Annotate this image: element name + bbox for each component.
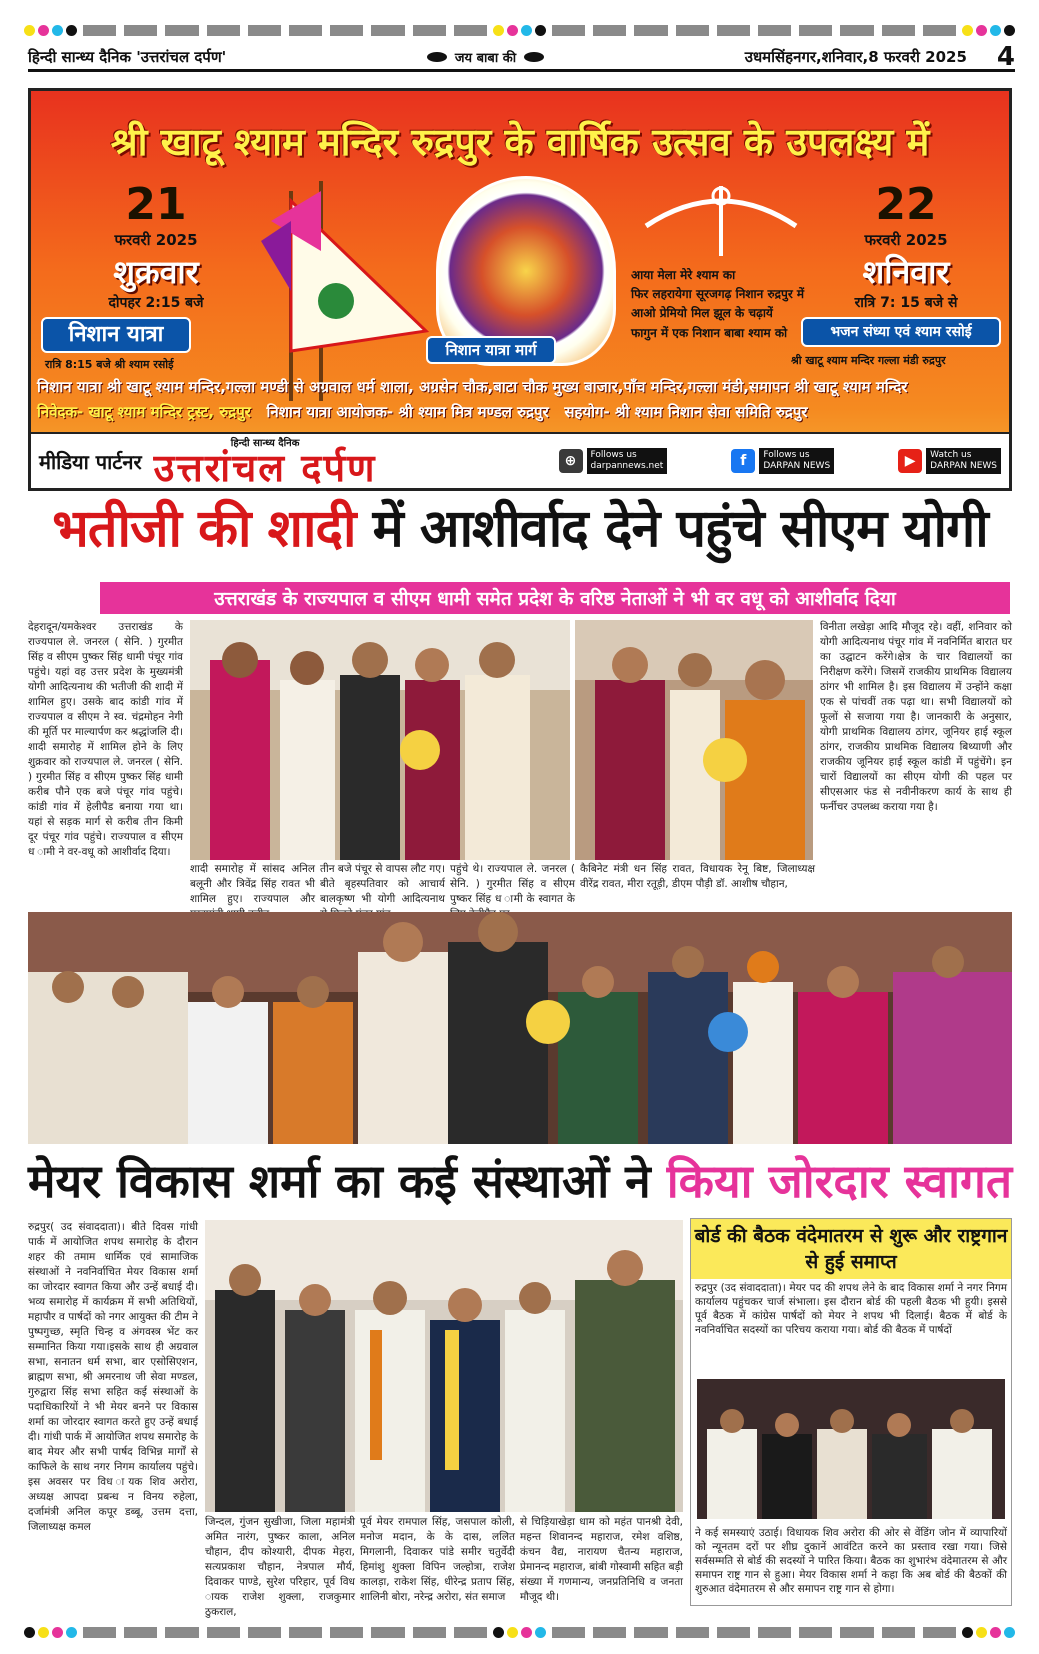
- sidebox-intro: रुद्रपुर (उद संवाददाता)। मेयर पद की शपथ लेने के बाद विकास शर्मा ने नगर निगम कार्यालय पहुंचकर चार्ज संभाला। इस दौरान बोर्ड की पहली बैठक भी हुयी। इससे पूर्व बैठक में कांग्रेस पार्षदों को मेयर ने शपथ भी दिलाई। बैठक में बोर्ड के नवनिर्वाचित सदस्यों का परिचय कराया गया। बोर्ड की बैठक में पार्षदों: [695, 1282, 1007, 1336]
- ad-title: श्री खाटू श्याम मन्दिर रुद्रपुर के वार्षिक उत्सव के उपलक्ष्य में: [110, 120, 930, 164]
- social-text: Follows us DARPAN NEWS: [759, 448, 834, 474]
- ad-media-partner-bar: [31, 432, 1009, 488]
- bow-arrow-icon: [641, 186, 801, 256]
- ad-credits: [37, 402, 1007, 422]
- story2-column-3: पूर्व मेयर रामपाल सिंह, जसपाल कोली, मनोज मदान, के के दास, ललित मिगलानी, दिवाकर पांडे समीर चतुर्वेदी हिमांशु शुक्ला विपिन जल्होत्रा, राजेश कालड़ा, राकेश सिंह, धीरेन्द्र प्रताप सिंह, शालिनी बोरा, नरेन्द्र अरोरा, संत समाज: [360, 1516, 515, 1603]
- story2-column-4: से चिड़ियाखेड़ा धाम को महंत पानश्री देवी, महन्त शिवानन्द महाराज, रमेश वशिष्ठ, कंचन वैद्य, नारायण चैतन्य महाराज, प्रेमानन्द महाराज, बांबी गोस्वामी सहित बड़ी संख्या में गणमान्य, जनप्रतिनिधि व जनता मौजूद थी।: [520, 1516, 683, 1603]
- page-number: 4: [996, 41, 1015, 72]
- ad-sahyog: सहयोग- श्री श्याम निशान सेवा समिति रुद्रपुर: [564, 403, 808, 421]
- ad-left-date: [71, 179, 241, 312]
- ad-right-date: [821, 179, 991, 312]
- folio-center-text: जय बाबा की: [454, 50, 517, 66]
- wedding-photo-2: [575, 620, 813, 860]
- wedding-photo-1: [190, 620, 570, 860]
- sidebox-headline: बोर्ड की बैठक वंदेमातरम से शुरू और राष्ट्रगान से हुई समाप्त: [691, 1219, 1011, 1279]
- ad-bhajan-sandhya-pill: भजन संध्या एवं श्याम रसोई: [801, 317, 1001, 347]
- folio-center: [427, 48, 544, 66]
- ad-route-pill: निशान यात्रा मार्ग: [426, 336, 556, 364]
- ad-right-date-number: 22: [875, 179, 937, 230]
- ornament-icon: [524, 52, 544, 62]
- social-website: [559, 448, 668, 474]
- story1-column-3: तीन बजे पंचूर से वापस लौट गए। बीते बृहस्पतिवार को आचार्य बालकृष्ण भी योगी आदित्यनाथ: [320, 863, 445, 905]
- ad-bhajan-line: आओ प्रेमियो मिल झूल के चढ़ायें: [631, 306, 773, 321]
- paper-name: हिन्दी सान्ध्य दैनिक 'उत्तरांचल दर्पण': [28, 47, 227, 66]
- temple-festival-advertisement: [28, 88, 1012, 491]
- dateline: उधमसिंहनगर,शनिवार,8 फरवरी 2025: [744, 47, 967, 66]
- facebook-icon: f: [731, 449, 755, 473]
- paper-logo-name: उत्तरांचल दर्पण: [153, 446, 377, 490]
- ad-right-date-time: रात्रि 7: 15 बजे से: [854, 295, 958, 311]
- story2-headline: [28, 1150, 1012, 1212]
- ad-left-note: रात्रि 8:15 बजे श्री श्याम रसोई: [45, 358, 174, 371]
- ad-nivedak: निवेदक- खाटू श्याम मन्दिर ट्रस्ट, रुद्रपुर: [37, 403, 251, 421]
- social-facebook: [731, 448, 834, 474]
- ornament-icon: [427, 52, 447, 62]
- story1-column-4: पहुंचे थे। राज्यपाल ले. जनरल ( सेनि. ) गुरमीत सिंह व सीएम पुष्कर सिंह ध ामी के स्वागत के: [450, 863, 575, 905]
- story1-column-2: शादी समारोह में सांसद अनिल बलूनी और त्रिवेंद्र सिंह रावत भी शामिल हुए। राज्यपाल और: [190, 863, 315, 905]
- paper-logo: [153, 435, 377, 490]
- story2-headline-pink: किया जोरदार स्वागत: [666, 1154, 1013, 1208]
- bottom-register-strip: [24, 1624, 1015, 1640]
- paper-logo-tagline: हिन्दी सान्ध्य दैनिक: [230, 438, 300, 449]
- social-text: Follows us darpannews.net: [587, 448, 668, 474]
- ad-nishan-yatra-pill: निशान यात्रा: [41, 317, 191, 353]
- ad-right-date-month: फरवरी 2025: [864, 231, 948, 249]
- ad-ayojak: निशान यात्रा आयोजक- श्री श्याम मित्र मण्डल रुद्रपुर: [266, 403, 549, 421]
- story1-column-6: विनीता लखेड़ा आदि मौजूद रहे। वहीं, शनिवार को योगी आदित्यनाथ पंचूर गांव में नवनिर्मित बारात घर का उद्घाटन करेंगे।क्षेत्र के चार विद्यालयों का निरीक्षण करेंगे। जिसमें राजकीय प्राथमिक विद्यालय ठांगर भी शामिल है। इस विद्यालय में उन्होंने कक्षा एक से पांचवीं तक पढ़ा था। सभी विद्यालयों को फूलों से सजाया गया है। जानकारी के अनुसार, योगी प्राथमिक विद्यालय ठांगर, जूनियर हाई स्कूल ठांगर, राजकीय प्राथमिक विद्यालय बिथ्याणी और राजकीय जूनियर हाई स्कूल कांडी में पहुंचेंगे। इन चारों विद्यालयों का सीएम योगी की पहल पर सीएसआर फंड से नवीनीकरण कार्य के साथ ही फर्नीचर उपलब्ध कराया गया है।: [820, 621, 1012, 813]
- ad-bhajan-line: फिर लहरायेगा सूरजगढ़ निशान रुद्रपुर में: [631, 287, 805, 302]
- ad-bhajan-line: आया मेला मेरे श्याम का: [631, 268, 736, 282]
- story2-headline-black: मेयर विकास शर्मा का कई संस्थाओं ने: [28, 1154, 667, 1208]
- ad-left-date-day: शुक्रवार: [113, 253, 199, 291]
- mayer-group-photo: [205, 1220, 683, 1512]
- ad-bhajan-lines: [631, 266, 811, 343]
- social-youtube: [898, 448, 1001, 474]
- story1-subhead: उत्तराखंड के राज्यपाल व सीएम धामी समेत प्रदेश के वरिष्ठ नेताओं ने भी वर वधू को आशीर्वाद दिया: [100, 582, 1010, 614]
- page-folio: [28, 41, 1015, 72]
- board-meeting-sidebox: [690, 1218, 1012, 1606]
- story2-column-2: जिन्दल, गुंजन सुखीजा, जिला महामंत्री अमित नारंग, पुष्कर काला, अनिल चौहान, दीप कोश्यारी, दीपक मेहरा, सत्यप्रकाश चौहान, नेत्रपाल मौर्य, दिवाकर पाण्डे, सुरेश परिहार, पूर्व विध ायक राजेश शुक्ला, राजकुमार ठुकराल,: [205, 1516, 355, 1618]
- story1-headline-black: में आशीर्वाद देने पहुंचे सीएम योगी: [355, 499, 988, 559]
- ad-right-date-day: शनिवार: [862, 253, 950, 291]
- globe-icon: ⊕: [559, 449, 583, 473]
- ad-left-date-number: 21: [125, 179, 187, 230]
- top-register-strip: [24, 22, 1015, 38]
- board-meeting-photo: [697, 1379, 1005, 1519]
- media-partner-label: मीडिया पार्टनर: [39, 449, 142, 474]
- story1-headline: [28, 497, 1012, 561]
- youtube-icon: ▶: [898, 449, 922, 473]
- ad-bhajan-line: फागुन में एक निशान बाबा श्याम को: [631, 325, 788, 340]
- story1-column-1: देहरादून/यमकेश्वर उत्तराखंड के राज्यपाल ले. जनरल ( सेनि. ) गुरमीत सिंह व सीएम पुष्कर सिंह धामी पंचूर गांव पहुंचे। यहां वह उत्तर प्रदेश के मुख्यमंत्री योगी आदित्यनाथ की भतीजी की शादी में शामिल हुए। उसके बाद कांडी गांव में राज्यपाल व सीएम ने स्व. चंद्रमोहन नेगी की मूर्ति पर माल्यार्पण कर श्रद्धांजलि दी। शादी समारोह में शामिल होने के लिए शुक्रवार को राज्यपाल ले. जनरल ( सेनि. ) गुरमीत सिंह व सीएम पुष्कर सिंह धामी करीब पौने एक बजे पंचूर गांव पहुंचे। कांडी गांव में हेलीपैड बनाया गया था। यहां से सड़क मार्ग से करीब तीन किमी दूर पंचूर गांव पहुंचे। राज्यपाल व सीएम ध ामी ने वर-वधू को आशीर्वाद दिया।: [28, 621, 183, 858]
- story1-column-5: कैबिनेट मंत्री धन सिंह रावत, विधायक रेनू बिष्ट, जिलाध्यक्ष वीरेंद्र रावत, मीरा रतूड़ी, डीएम पौड़ी डॉ. आशीष चौहान,: [580, 863, 815, 890]
- story1-headline-red: भतीजी की शादी: [52, 499, 356, 559]
- ad-left-date-time: दोपहर 2:15 बजे: [108, 295, 204, 311]
- story2-column-1: रुद्रपुर( उद संवाददाता)। बीते दिवस गांधी पार्क में आयोजित शपथ समारोह के दौरान शहर की तमाम धार्मिक एवं सामाजिक संस्थाओं ने नवनिर्वाचित मेयर विकास शर्मा का जोरदार स्वागत किया और उन्हें बधाई दी। भव्य समारोह में कार्यक्रम में सभी अतिथियों, महापौर व पार्षदों को नगर आयुक्त की टीम ने पुष्पगुच्छ, स्मृति चिन्ह व अंगवस्त्र भेंट कर सम्मानित किया गया।इसके साथ ही अग्रवाल सभा, सनातन धर्म सभा, बार एसोसिएशन, ब्राह्मण सभा, श्री अमरनाथ जी सेवा मण्डल, गुरुद्वारा सिंह सभा सहित कई संस्थाओं के पदाधिकारियों ने भी मेयर बनने पर विकास शर्मा का जोरदार स्वागत करते हुए उन्हें बधाई दी। गांधी पार्क में आयोजित शपथ समारोह के बाद मेयर और सभी पार्षद विभिन्न मार्गों से काफिले के साथ नगर निगम कार्यालय पहुंचे। इस अवसर पर विध ायक शिव अरोरा, अध्यक्ष आपदा प्रबन्ध न विनय रुहेला, दर्जामंत्री अनिल कपूर डब्बू, उत्तम दत्ता, जिलाध्यक्ष कमल: [28, 1221, 198, 1533]
- ad-left-date-month: फरवरी 2025: [114, 231, 198, 249]
- flag-icon: [251, 181, 431, 401]
- social-text: Watch us DARPAN NEWS: [926, 448, 1001, 474]
- sidebox-outro: ने कई समस्याएं उठाई। विधायक शिव अरोरा की ओर से वेंडिंग जोन में व्यापारियों को न्यूनतम दरों पर शीघ्र दुकानें आवंटित करने का प्रस्ताव रखा गया। जिसे सर्वसम्मति से बोर्ड की सदस्यों ने पारित किया। बैठक का शुभारंभ वंदेमातरम से और समापन राष्ट्र गान से हुआ। मेयर विकास शर्मा ने कहा कि अब बोर्ड की बैठकों की शुरुआत वंदेमातरम से और समापन राष्ट्र गान से होगा।: [695, 1527, 1007, 1595]
- mayer-welcome-photo: [28, 912, 1012, 1144]
- ad-right-note: श्री खाटू श्याम मन्दिर गल्ला मंडी रुद्रपुर: [791, 354, 946, 367]
- ad-route-text: निशान यात्रा श्री खाटू श्याम मन्दिर,गल्ला मण्डी से अग्रवाल धर्म शाला, अग्रसेन चौक,बाटा चौक मुख्य बाजार,पाँच मन्दिर,गल्ला मंडी,समापन श्री खाटू श्याम मन्दिर: [37, 378, 908, 396]
